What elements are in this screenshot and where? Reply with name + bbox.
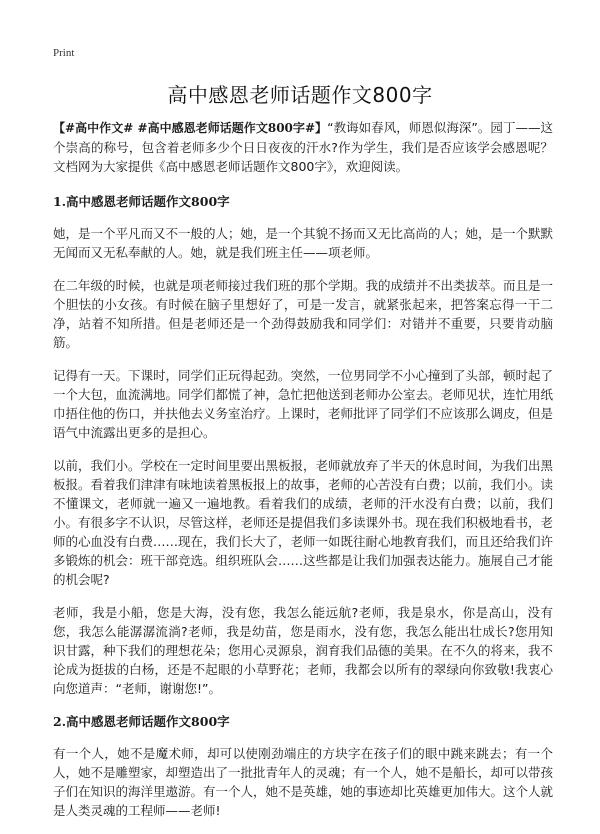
paragraph: 在二年级的时候，也就是项老师接过我们班的那个学期。我的成绩并不出类拔萃。而且是一个胆怯的小女孩。有时候在脑子里想好了，可是一发言，就紧张起来，把答案忘得一干二净，站着不知所措。但是老师还是一个劲得鼓励我和同学们：对错并不重要，只要肯动脑筋。: [53, 278, 554, 350]
paragraph: 老师，我是小船，您是大海，没有您，我怎么能远航?老师，我是泉水，你是高山，没有您，我怎么能潺潺流淌?老师，我是幼苗，您是雨水，没有您，我怎么能出壮成长?您用知识甘露，种下我们的理想花朵；您用心灵源泉，润育我们品德的美果。在不久的将来，我不论成为挺拔的白杨，还是不起眼的小草野花；老师，我都会以所有的翠绿向你致敬!我衷心向您道声：“老师，谢谢您!”。: [53, 605, 554, 696]
paragraph: 她，是一个平凡而又不一般的人；她，是一个其貌不扬而又无比高尚的人；她，是一个默默无闻而又无私奉献的人。她，就是我们班主任——项老师。: [53, 226, 554, 260]
section-heading: 1.高中感恩老师话题作文800字: [53, 194, 230, 209]
section-heading: 2.高中感恩老师话题作文800字: [53, 714, 230, 729]
print-link[interactable]: Print: [53, 47, 75, 59]
paragraph: 记得有一天。下课时，同学们正玩得起劲。突然，一位男同学不小心撞到了头部，顿时起了一个大包，血流满地。同学们都慌了神，急忙把他送到老师办公室去。老师见状，连忙用纸巾捂住他的伤口，并扶他去义务室治疗。上课时，老师批评了同学们不应该那么调皮，但是语气中流露出更多的是担心。: [53, 368, 554, 440]
intro-paragraph: [53, 118, 553, 176]
article-body: [53, 118, 553, 834]
intro-text: “教诲如春风，师恩似海深”。园丁——这个崇高的称号，包含着老师多少个日日夜夜的汗水?作为学生，我们是否应该学会感恩呢？文档网为大家提供《高中感恩老师话题作文800字》，欢迎阅读。: [53, 120, 554, 174]
paragraph: 以前，我们小。学校在一定时间里要出黑板报，老师就放弃了半天的休息时间，为我们出黑板报。看着我们津津有味地读着黑板报上的故事，老师的心苦没有白费；以前，我们小。读不懂课文，老师就一遍又一遍地教。看着我们的成绩，老师的汗水没有白费；以前，我们小。有很多字不认识，尽管这样，老师还是提倡我们多读课外书。现在我们积极地看书，老师的心血没有白费……现在，我们长大了，老师一如既往耐心地教育我们，而且还给我们许多锻炼的机会：班干部竞选。组织班队会……这些都是让我们加强表达能力。施展自己才能的机会呢?: [53, 458, 554, 587]
intro-tag: 【#高中作文# #高中感恩老师话题作文800字#】: [53, 121, 328, 135]
page-title: 高中感恩老师话题作文800字: [167, 83, 433, 107]
paragraph: 有一个人，她不是魔术师，却可以使刚劲端庄的方块字在孩子们的眼中跳来跳去；有一个人，她不是雕塑家，却塑造出了一批批青年人的灵魂；有一个人，她不是船长，却可以带孩子们在知识的海洋里遨游。有一个人，她不是英雄，她的事迹却比英雄更加伟大。这个人就是人类灵魂的工程师——老师!: [53, 746, 554, 818]
